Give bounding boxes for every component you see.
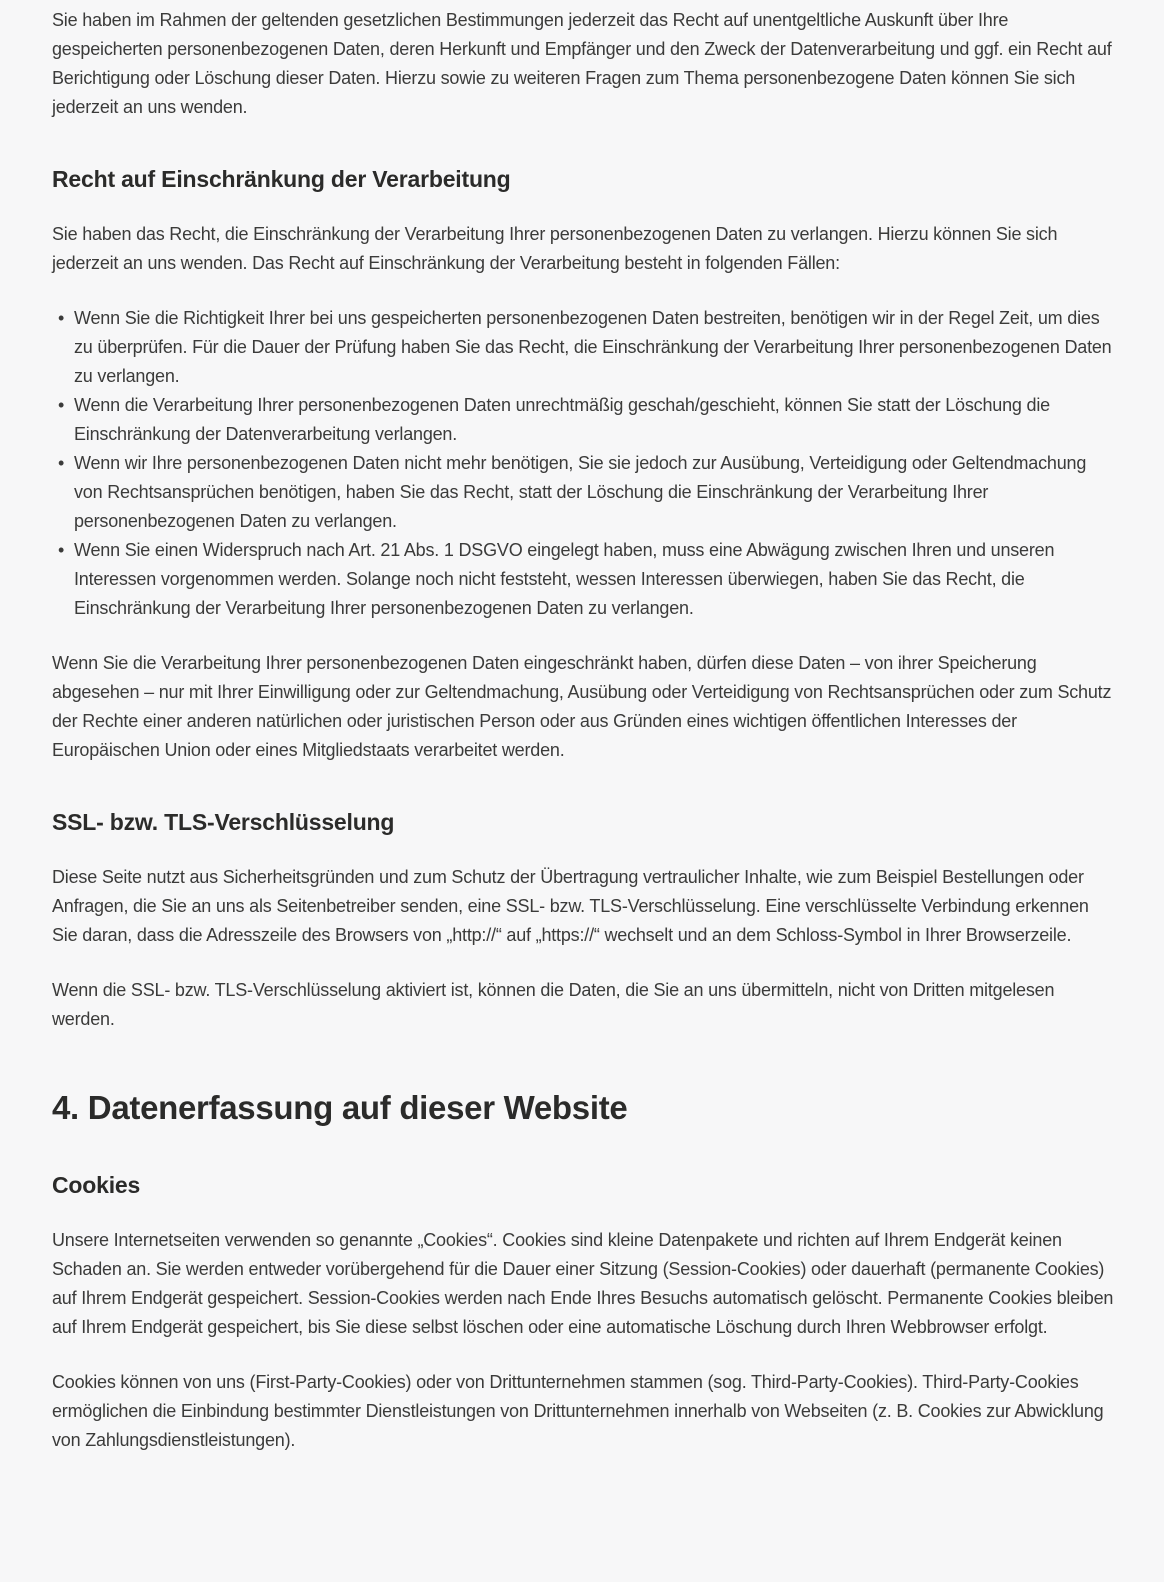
- restriction-paragraph-2: Wenn Sie die Verarbeitung Ihrer personenbezogenen Daten eingeschränkt haben, dürfen diese Daten – von ihrer Speicherung abgesehen – nur mit Ihrer Einwilligung oder zur Geltendmachung, Ausübung oder Verteidigung von Rechtsansprüchen oder zum Schutz der Rechte einer anderen natürlichen oder juristischen Person oder aus Gründen eines wichtigen öffentlichen Interesses der Europäischen Union oder eines Mitgliedstaats verarbeitet werden.: [52, 653, 1112, 760]
- ssl-paragraph-2: Wenn die SSL- bzw. TLS-Verschlüsselung aktiviert ist, können die Daten, die Sie an uns übermitteln, nicht von Dritten mitgelesen werden.: [52, 980, 1055, 1029]
- section-heading-cookies: Cookies: [52, 1172, 141, 1198]
- restriction-bullet-list: [52, 304, 1114, 623]
- cookies-paragraph-2: Cookies können von uns (First-Party-Cookies) oder von Drittunternehmen stammen (sog. Third-Party-Cookies). Third-Party-Cookies ermöglichen die Einbindung bestimmter Dienstleistungen von Drittunternehmen innerhalb von Webseiten (z. B. Cookies zur Abwicklung von Zahlungsdienstleistungen).: [52, 1372, 1104, 1450]
- section-restriction-of-processing: [52, 164, 1114, 765]
- cookies-paragraph-1: Unsere Internetseiten verwenden so genannte „Cookies“. Cookies sind kleine Datenpakete und richten auf Ihrem Endgerät keinen Schaden an. Sie werden entweder vorübergehend für die Dauer einer Sitzung (Session-Cookies) oder dauerhaft (permanente Cookies) auf Ihrem Endgerät gespeichert. Session-Cookies werden nach Ende Ihres Besuchs automatisch gelöscht. Permanente Cookies bleiben auf Ihrem Endgerät gespeichert, bis Sie diese selbst löschen oder eine automatische Löschung durch Ihren Webbrowser erfolgt.: [52, 1230, 1114, 1337]
- list-item: • Wenn wir Ihre personenbezogenen Daten nicht mehr benötigen, Sie sie jedoch zur Ausübung, Verteidigung oder Geltendmachung von Rechtsansprüchen benötigen, haben Sie das Recht, statt der Löschung die Einschränkung der Verarbeitung Ihrer personenbezogenen Daten zu verlangen.: [74, 449, 1114, 536]
- section-data-collection: [52, 1088, 1114, 1455]
- ssl-paragraph-1: Diese Seite nutzt aus Sicherheitsgründen und zum Schutz der Übertragung vertraulicher Inhalte, wie zum Beispiel Bestellungen oder Anfragen, die Sie an uns als Seitenbetreiber senden, eine SSL- bzw. TLS-Verschlüsselung. Eine verschlüsselte Verbindung erkennen Sie daran, dass die Adresszeile des Browsers von „http://“ auf „https://“ wechselt und an dem Schloss-Symbol in Ihrer Browserzeile.: [52, 867, 1089, 945]
- list-item: • Wenn Sie einen Widerspruch nach Art. 21 Abs. 1 DSGVO eingelegt haben, muss eine Abwägung zwischen Ihren und unseren Interessen vorgenommen werden. Solange noch nicht feststeht, wessen Interessen überwiegen, haben Sie das Recht, die Einschränkung der Verarbeitung Ihrer personenbezogenen Daten zu verlangen.: [74, 536, 1114, 623]
- chapter-heading-data-collection: 4. Datenerfassung auf dieser Website: [52, 1089, 628, 1126]
- privacy-policy-document: [52, 6, 1114, 1455]
- list-item: • Wenn die Verarbeitung Ihrer personenbezogenen Daten unrechtmäßig geschah/geschieht, können Sie statt der Löschung die Einschränkung der Datenverarbeitung verlangen.: [74, 391, 1114, 449]
- section-heading-restriction: Recht auf Einschränkung der Verarbeitung: [52, 166, 511, 192]
- section-ssl-tls: [52, 807, 1114, 1034]
- list-item: • Wenn Sie die Richtigkeit Ihrer bei uns gespeicherten personenbezogenen Daten bestreiten, benötigen wir in der Regel Zeit, um dies zu überprüfen. Für die Dauer der Prüfung haben Sie das Recht, die Einschränkung der Verarbeitung Ihrer personenbezogenen Daten zu verlangen.: [74, 304, 1114, 391]
- section-heading-ssl-tls: SSL- bzw. TLS-Verschlüsselung: [52, 809, 395, 835]
- intro-paragraph: Sie haben im Rahmen der geltenden gesetzlichen Bestimmungen jederzeit das Recht auf unentgeltliche Auskunft über Ihre gespeicherten personenbezogenen Daten, deren Herkunft und Empfänger und den Zweck der Datenverarbeitung und ggf. ein Recht auf Berichtigung oder Löschung dieser Daten. Hierzu sowie zu weiteren Fragen zum Thema personenbezogene Daten können Sie sich jederzeit an uns wenden.: [52, 10, 1112, 117]
- restriction-paragraph-1: Sie haben das Recht, die Einschränkung der Verarbeitung Ihrer personenbezogenen Daten zu verlangen. Hierzu können Sie sich jederzeit an uns wenden. Das Recht auf Einschränkung der Verarbeitung besteht in folgenden Fällen:: [52, 224, 1058, 273]
